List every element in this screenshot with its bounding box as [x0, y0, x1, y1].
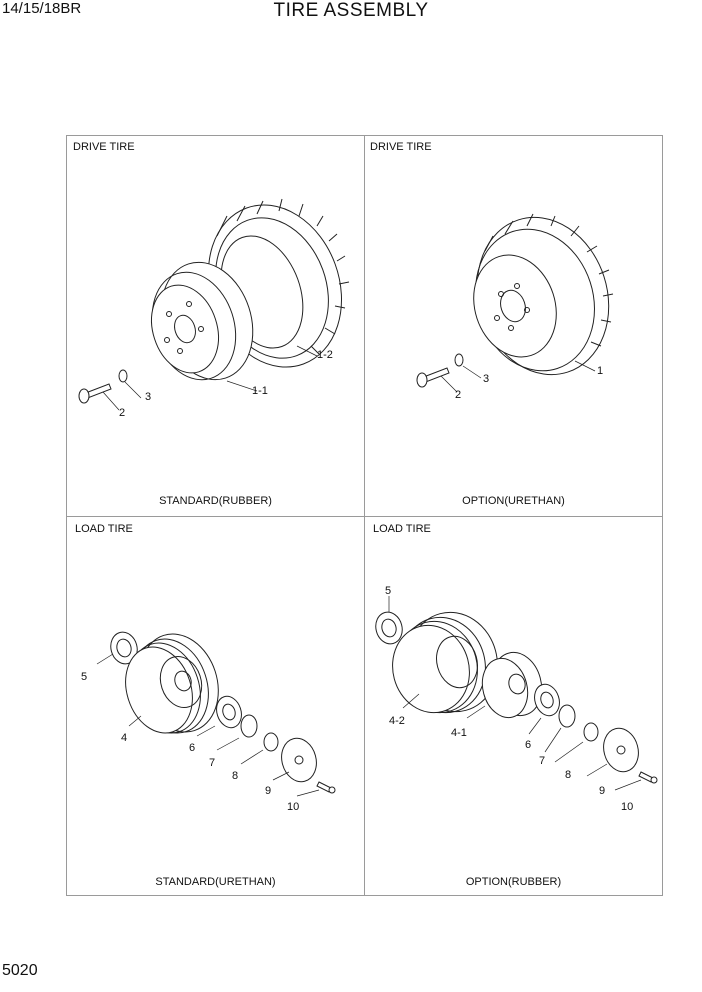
panel-4-caption: OPTION(RUBBER) [465, 876, 562, 888]
model-number: 14/15/18BR [2, 0, 82, 17]
label-5: 5 [81, 671, 88, 683]
label-4-2: 4-2 [389, 715, 405, 727]
panel-2-title: DRIVE TIRE [370, 141, 432, 153]
nut-icon [264, 733, 278, 751]
label-7: 7 [209, 757, 216, 769]
label-2: 2 [455, 389, 462, 401]
label-5: 5 [385, 585, 392, 597]
page-title: TIRE ASSEMBLY [273, 0, 429, 21]
washer-icon [455, 354, 463, 366]
bolt-icon [417, 368, 449, 387]
panel-1-caption: STANDARD(RUBBER) [159, 495, 272, 507]
tire-tread-icon [457, 200, 628, 392]
label-1: 1 [597, 365, 604, 377]
label-3: 3 [145, 391, 152, 403]
label-9: 9 [599, 785, 606, 797]
hub-cap-icon [277, 734, 321, 785]
label-4: 4 [121, 732, 128, 744]
panel-3-title: LOAD TIRE [75, 523, 133, 535]
label-6: 6 [525, 739, 532, 751]
grease-nipple-icon [639, 772, 657, 783]
label-9: 9 [265, 785, 272, 797]
label-3: 3 [483, 373, 490, 385]
label-1-2: 1-2 [317, 349, 333, 361]
panel-4-title: LOAD TIRE [373, 523, 431, 535]
washer-icon [119, 370, 127, 382]
horizontal-divider [67, 516, 662, 517]
label-7: 7 [539, 755, 546, 767]
drive-tire-rubber-illustration [67, 196, 364, 456]
panel-3-caption: STANDARD(URETHAN) [155, 876, 276, 888]
panel-1-title: DRIVE TIRE [73, 141, 135, 153]
label-10: 10 [287, 801, 300, 813]
bolt-icon [79, 384, 111, 403]
label-8: 8 [565, 769, 572, 781]
label-6: 6 [189, 742, 196, 754]
lock-washer-icon [559, 705, 575, 727]
load-tire-urethan-illustration [67, 606, 364, 836]
label-2: 2 [119, 407, 126, 419]
load-tire-rubber-illustration [365, 576, 662, 836]
label-1-1: 1-1 [252, 385, 268, 397]
nut-icon [584, 723, 598, 741]
label-10: 10 [621, 801, 634, 813]
label-4-1: 4-1 [451, 727, 467, 739]
drive-tire-urethan-illustration [365, 196, 662, 456]
page-number: 5020 [2, 962, 38, 979]
hub-cap-icon [599, 724, 643, 775]
panel-2-caption: OPTION(URETHAN) [462, 495, 565, 507]
diagram-grid [66, 135, 663, 896]
lock-washer-icon [241, 715, 257, 737]
label-8: 8 [232, 770, 239, 782]
grease-nipple-icon [317, 782, 335, 793]
